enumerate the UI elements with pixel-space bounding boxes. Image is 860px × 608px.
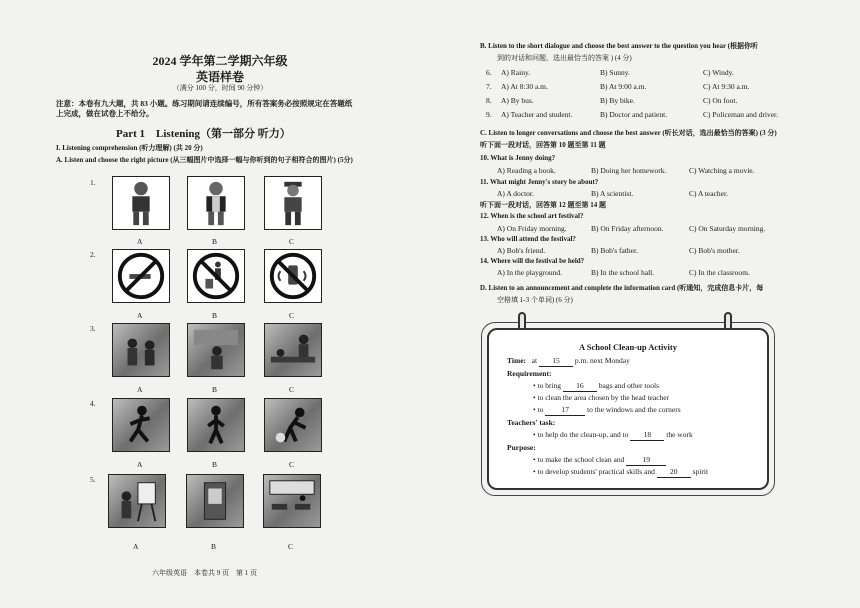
option-c[interactable]: C) Windy. (703, 68, 734, 77)
classroom-scene-icon (264, 475, 320, 527)
question-11: 11. What might Jenny's story be about? (480, 178, 599, 186)
option-label: A (137, 237, 143, 246)
option-label: C (289, 385, 295, 394)
requirement-label: Requirement: (507, 369, 552, 378)
option-a[interactable]: A) By bus. (501, 96, 534, 105)
painting-easel-scene-icon (109, 475, 165, 527)
option-label: B (211, 542, 217, 551)
picture-3c[interactable] (264, 323, 322, 377)
purpose-label: Purpose: (507, 443, 536, 452)
option-b[interactable]: B) Bob's father. (591, 246, 638, 255)
picture-3b[interactable] (187, 323, 245, 377)
section-d-heading-cont: 空格填 1-3 个单词) (6 分) (497, 296, 573, 304)
option-c[interactable]: C) Policeman and driver. (703, 110, 778, 119)
no-smoking-sign-icon (113, 250, 169, 302)
picture-4a[interactable] (112, 398, 170, 452)
option-a[interactable]: A) Rainy. (501, 68, 531, 77)
option-label: C (289, 237, 295, 246)
option-label: A (137, 460, 143, 469)
section-i-heading: I. Listening comprehension (听力理解) (共 20 分) (56, 144, 203, 152)
option-b[interactable]: B) A scientist. (591, 189, 634, 198)
option-a[interactable]: A) A doctor. (497, 189, 534, 198)
person-bending-icon (265, 399, 321, 451)
option-c[interactable]: C) Watching a movie. (689, 166, 755, 175)
blank-17[interactable]: 17 (545, 405, 585, 416)
question-13: 13. Who will attend the festival? (480, 235, 576, 243)
option-a[interactable]: A) In the playground. (497, 268, 562, 277)
option-label: B (212, 311, 218, 320)
picture-5c[interactable] (263, 474, 321, 528)
row-number: 1. (90, 178, 96, 187)
picture-2b[interactable] (187, 249, 245, 303)
picture-5b[interactable] (186, 474, 244, 528)
row-number: 3. (90, 324, 96, 333)
option-b[interactable]: B) Doing her homework. (591, 166, 667, 175)
purpose-2: • to develop students' practical skills and 20 spirit (533, 467, 709, 476)
blank-15[interactable]: 15 (539, 356, 573, 367)
boy-figure-icon (113, 177, 169, 229)
class-at-table-scene-icon (265, 324, 321, 376)
person-sitting-scene-icon (188, 324, 244, 376)
question-10: 10. What is Jenny doing? (480, 154, 556, 162)
picture-1b[interactable] (187, 176, 245, 230)
boy-vest-figure-icon (188, 177, 244, 229)
row-number: 5. (90, 475, 96, 484)
option-c[interactable]: C) In the classroom. (689, 268, 750, 277)
no-phone-sign-icon (265, 250, 321, 302)
picture-2a[interactable] (112, 249, 170, 303)
blank-18[interactable]: 18 (630, 430, 664, 441)
boy-cap-figure-icon (265, 177, 321, 229)
option-b[interactable]: B) In the school hall. (591, 268, 655, 277)
section-b-heading: B. Listen to the short dialogue and choose the best answer to the question you hear (根据你听 (480, 42, 759, 50)
option-b[interactable]: B) Doctor and patient. (600, 110, 668, 119)
picture-4b[interactable] (187, 398, 245, 452)
requirement-3: • to 17 to the windows and the corners (533, 405, 681, 414)
option-label: C (289, 311, 295, 320)
notice-line-1: 注意：本卷有九大题，共 83 小题。练习期间请连续编号，所有答案务必按照规定在答题纸 (56, 99, 353, 108)
option-b[interactable]: B) On Friday afternoon. (591, 224, 664, 233)
notice-line-2: 上完成，做在试卷上不给分。 (56, 109, 154, 118)
option-a[interactable]: A) On Friday morning. (497, 224, 567, 233)
option-label: A (133, 542, 139, 551)
option-label: B (212, 237, 218, 246)
blank-19[interactable]: 19 (626, 455, 666, 466)
option-label: C (289, 460, 295, 469)
option-b[interactable]: B) At 9:00 a.m. (600, 82, 647, 91)
exam-title: 2024 学年第二学期六年级 (152, 54, 288, 68)
option-c[interactable]: C) On Saturday morning. (689, 224, 766, 233)
no-littering-sign-icon (188, 250, 244, 302)
option-c[interactable]: C) At 9:30 a.m. (703, 82, 750, 91)
card-time-row: Time: at 15 p.m. next Monday (507, 356, 630, 365)
option-c[interactable]: C) On foot. (703, 96, 738, 105)
section-b-heading-cont: 到的对话和问题，选出最恰当的答案 ) (4 分) (497, 54, 632, 62)
dialogue-intro-1: 听下面一段对话，回答第 10 题至第 11 题 (480, 141, 606, 149)
section-c-heading: C. Listen to longer conversations and choose the best answer (听长对话，选出最恰当的答案) (3 分) (480, 129, 777, 137)
page-footer: 六年级英语 本卷共 9 页 第 1 页 (152, 569, 257, 577)
requirement-1: • to bring 16 bags and other tools (533, 381, 659, 390)
information-card (487, 328, 769, 490)
option-label: C (288, 542, 294, 551)
blank-20[interactable]: 20 (657, 467, 691, 478)
option-label: A (137, 385, 143, 394)
option-a[interactable]: A) Teacher and student. (501, 110, 573, 119)
option-c[interactable]: C) A teacher. (689, 189, 728, 198)
picture-3a[interactable] (112, 323, 170, 377)
option-a[interactable]: A) Bob's friend. (497, 246, 546, 255)
requirement-2: • to clean the area chosen by the head teacher (533, 393, 670, 402)
row-number: 4. (90, 399, 96, 408)
part-heading: Part 1 Listening（第一部分 听力） (116, 128, 291, 140)
hallway-doorway-scene-icon (187, 475, 243, 527)
picture-5a[interactable] (108, 474, 166, 528)
score-time: （满分 100 分，时间 90 分钟） (172, 84, 268, 92)
option-a[interactable]: A) Reading a book. (497, 166, 556, 175)
teachers-task-label: Teachers' task: (507, 418, 556, 427)
row-number: 2. (90, 250, 96, 259)
teachers-task-1: • to help do the clean-up, and to 18 the work (533, 430, 693, 439)
picture-1a[interactable] (112, 176, 170, 230)
option-a[interactable]: A) At 8:30 a.m. (501, 82, 548, 91)
option-label: B (212, 385, 218, 394)
picture-1c[interactable] (264, 176, 322, 230)
blank-16[interactable]: 16 (563, 381, 597, 392)
dialogue-intro-2: 听下面一段对话，回答第 12 题至第 14 题 (480, 201, 606, 209)
people-talking-scene-icon (113, 324, 169, 376)
picture-4c[interactable] (264, 398, 322, 452)
question-14: 14. Where will the festival be held? (480, 257, 585, 265)
picture-2c[interactable] (264, 249, 322, 303)
option-label: B (212, 460, 218, 469)
running-person-icon (113, 399, 169, 451)
option-label: A (137, 311, 143, 320)
option-b[interactable]: B) By bike. (600, 96, 635, 105)
purpose-1: • to make the school clean and 19 (533, 455, 666, 466)
section-d-heading: D. Listen to an announcement and complete the information card (听通知，完成信息卡片，每 (480, 284, 764, 292)
option-c[interactable]: C) Bob's mother. (689, 246, 740, 255)
exam-subtitle: 英语样卷 (195, 70, 244, 84)
card-title: A School Clean-up Activity (579, 342, 677, 352)
walking-person-icon (188, 399, 244, 451)
section-a-heading: A. Listen and choose the right picture (从三幅图片中选择一幅与你听到的句子相符合的图片) (5分) (56, 156, 353, 164)
option-b[interactable]: B) Sunny. (600, 68, 630, 77)
question-12: 12. When is the school art festival? (480, 212, 584, 220)
